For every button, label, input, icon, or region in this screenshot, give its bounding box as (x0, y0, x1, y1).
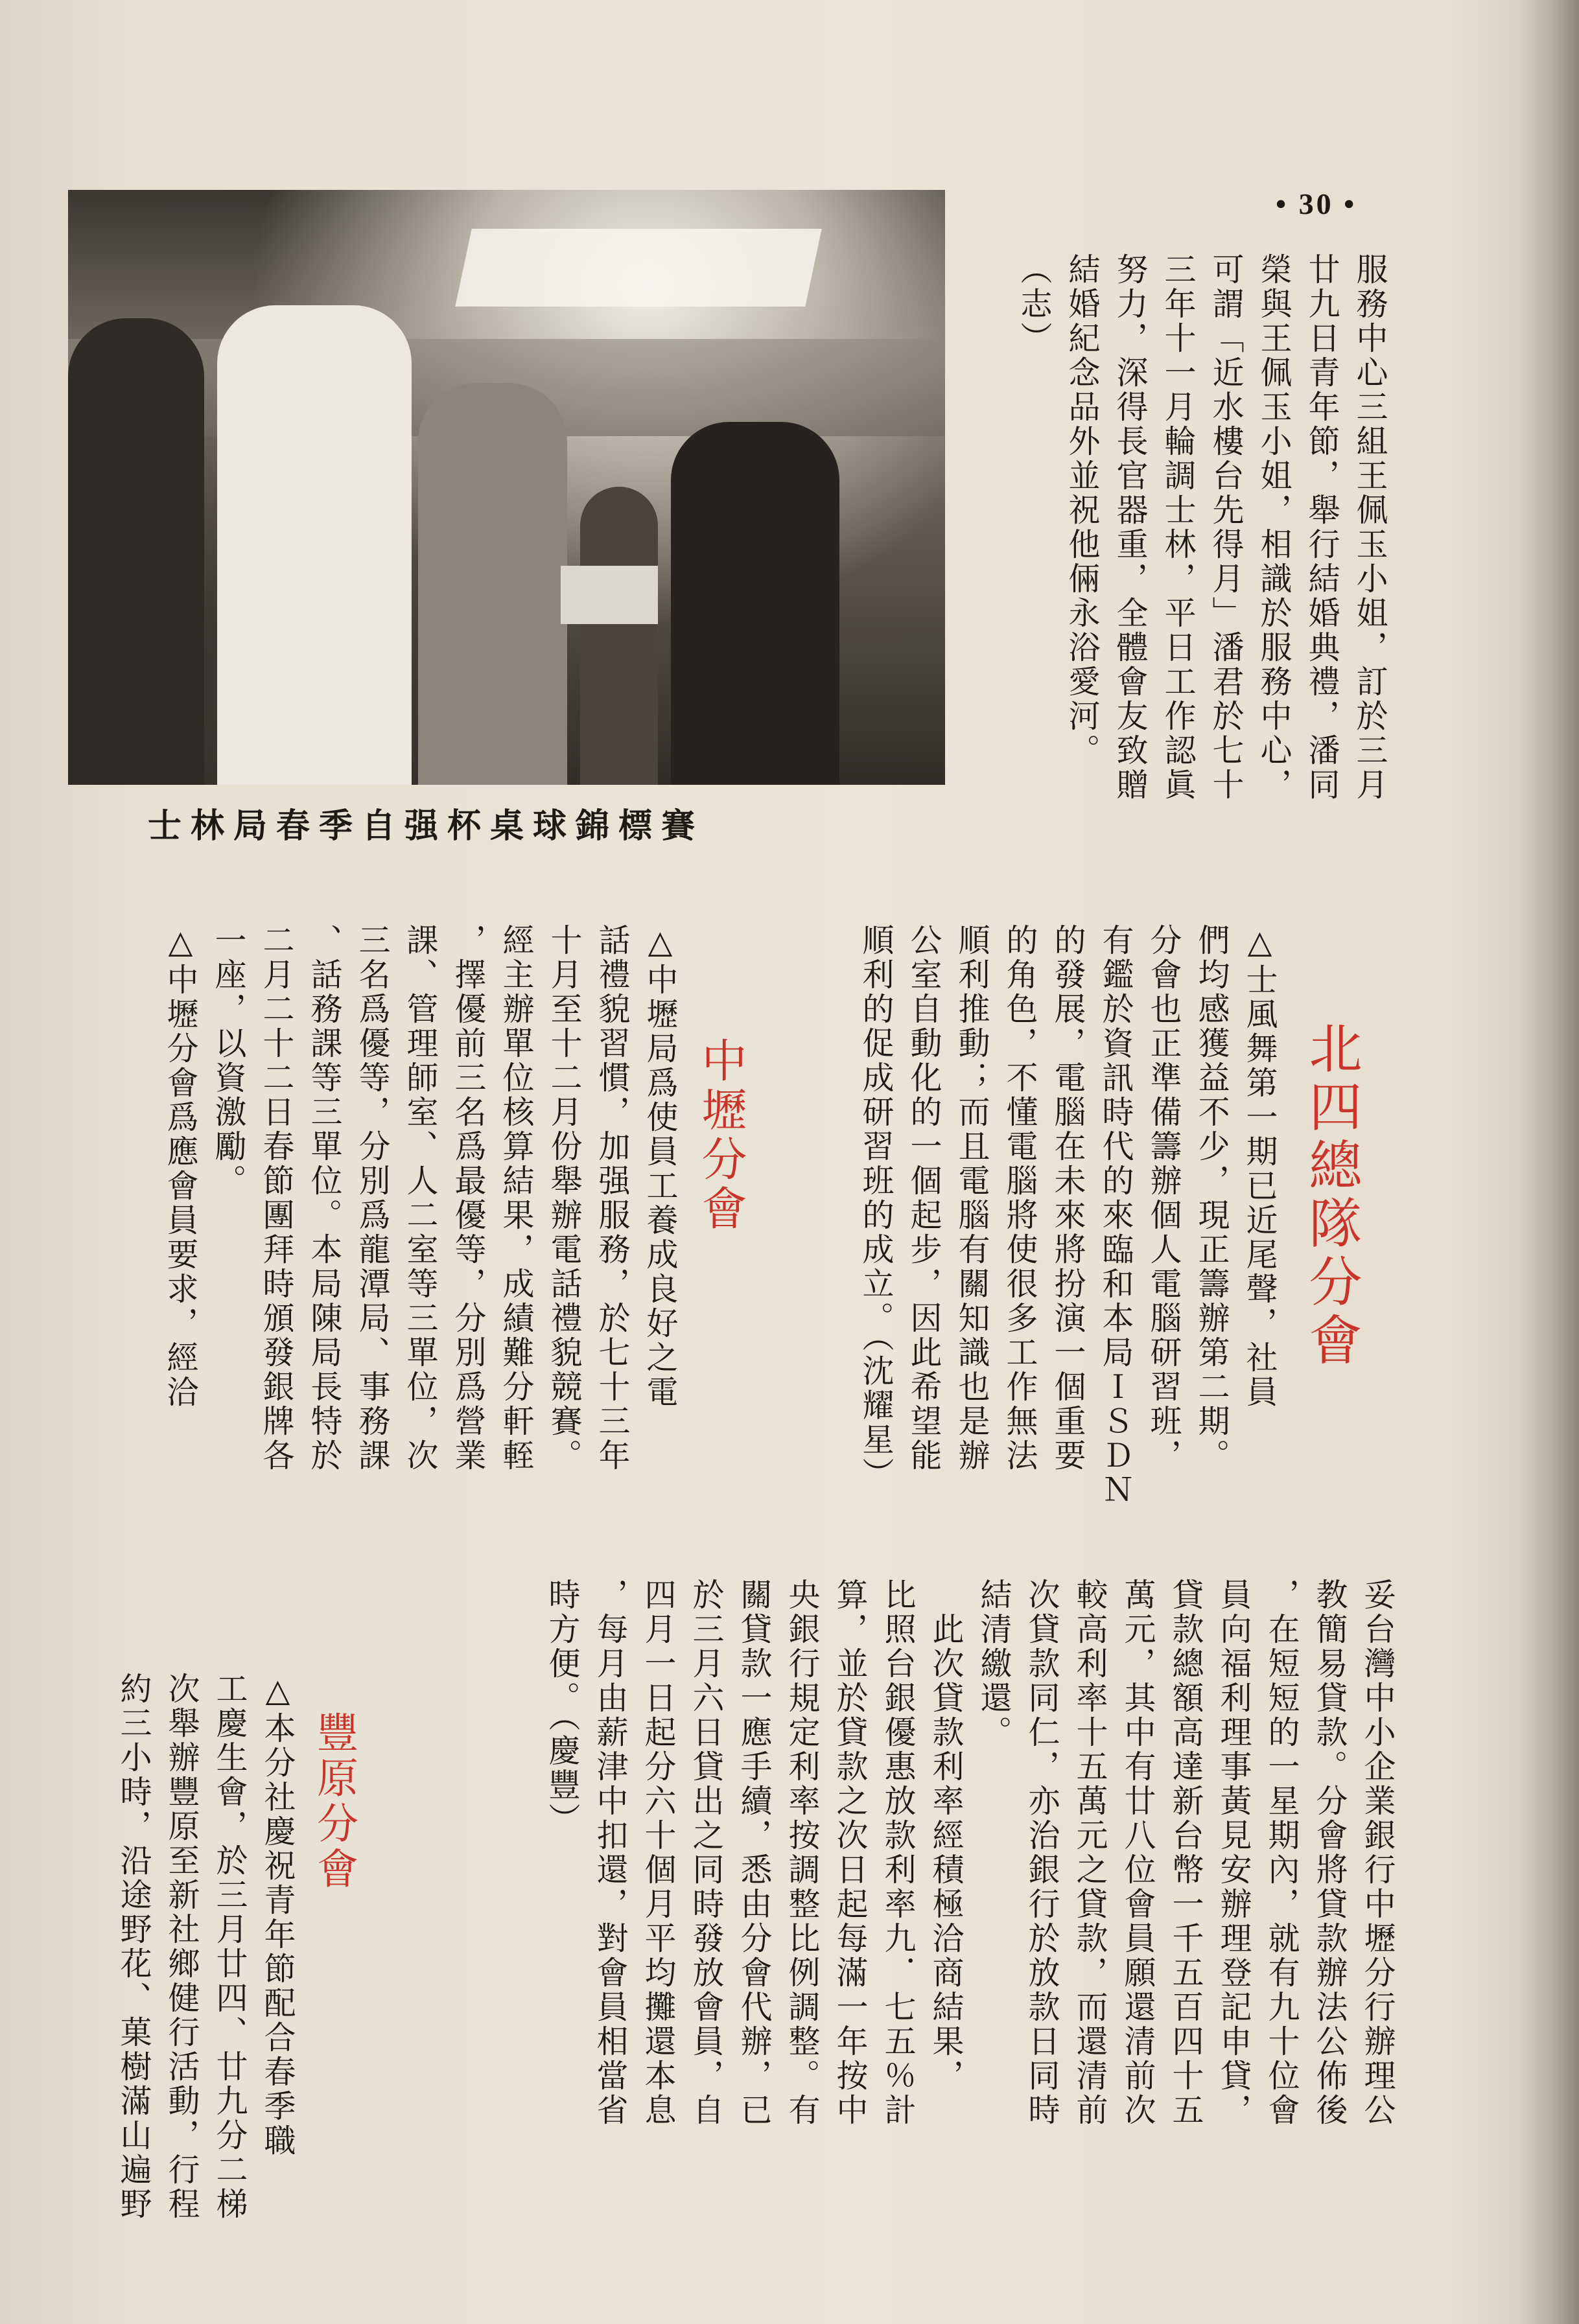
photo-person (418, 383, 567, 785)
photo-person (68, 318, 204, 785)
heading-fengyuan-branch: 豐原分會 (310, 1711, 358, 1892)
article-beisi-branch: △士風舞第一期已近尾聲，社員 們均感獲益不少，現正籌辦第二期。 分會也正準備籌辦個人電腦研習班， 有鑑於資訊時代的來臨和本局ＩＳＤＮ 的發展，電腦在未來將扮演一個重要 的角色，不懂電腦將使很多工作無法 順利推動；而且電腦有關知識也是辦 公室自動化的一個起步，因此希望能 順利的促成研習班的成立。（沈耀星） (858, 924, 1278, 1507)
photo-award-box (561, 566, 658, 624)
article-fengyuan-branch: △本分社慶祝青年節配合春季職 工慶生會，於三月廿四、廿九分二梯 次舉辦豐原至新社鄉健行活動，行程 約三小時，沿途野花、菓樹滿山遍野 (115, 1672, 296, 2222)
photo-person (671, 422, 839, 785)
column-loan-notice: 妥台灣中小企業銀行中壢分行辦理公 教簡易貸款。分會將貸款辦法公佈後 ，在短短的一星期內，就有九十位會 員向福利理事黃見安辦理登記申貸， 貸款總額高達新台幣一千五百四十五 萬元，其中有廿八位會員願還清前次 較高利率十五萬元之貸款，而還清前 次貸款同仁，亦治銀行於放款日同時 結清繳還。 此次貸款利率經積極洽商結果， 比照台銀優惠放款利率九．七五％計 算，並於貸款之次日起每滿一年按中 央銀行規定利率按調整比例調整。有 關貸款一應手續，悉由分會代辦，已 於三月六日貸出之同時發放會員，自 四月一日起分六十個月平均攤還本息 ，每月由薪津中扣還，對會員相當省 時方便。（慶豐） (544, 1578, 1396, 2128)
photo-person (217, 305, 412, 785)
event-photo (68, 190, 945, 785)
article-zhongli-branch: △中壢局爲使員工養成良好之電 話禮貌習慣，加强服務，於七十三年 十月至十二月份舉辦電話禮貌競賽。 經主辦單位核算結果，成績難分軒輊 ，擇優前三名爲最優等，分別爲營業 課、管理師室、人二室等三單位，次 三名爲優等，分別爲龍潭局、事務課 、話務課等三單位。本局陳局長特於 二月二十二日春節團拜時頒發銀牌各 一座，以資激勵。 △中壢分會爲應會員要求，經洽 (162, 924, 679, 1473)
book-gutter (1519, 0, 1579, 2324)
photo-ceiling-light (455, 229, 822, 307)
column-wedding-notice: 服務中心三組王佩玉小姐，訂於三月 廿九日青年節，舉行結婚典禮，潘同 榮與王佩玉小姐，相識於服務中心， 可謂「近水樓台先得月」潘君於七十 三年十一月輪調士林，平日工作認眞 努力，深得長官器重，全體會友致贈 結婚紀念品外並祝他倆永浴愛河。 （志） (1016, 253, 1388, 802)
heading-beisi-branch: 北四總隊分會 (1300, 1021, 1362, 1371)
heading-zhongli-branch: 中壢分會 (694, 1037, 747, 1234)
page-number: • 30 • (1276, 187, 1357, 220)
photo-caption: 士林局春季自强杯桌球錦標賽 (148, 807, 705, 846)
photo-person (580, 487, 658, 785)
